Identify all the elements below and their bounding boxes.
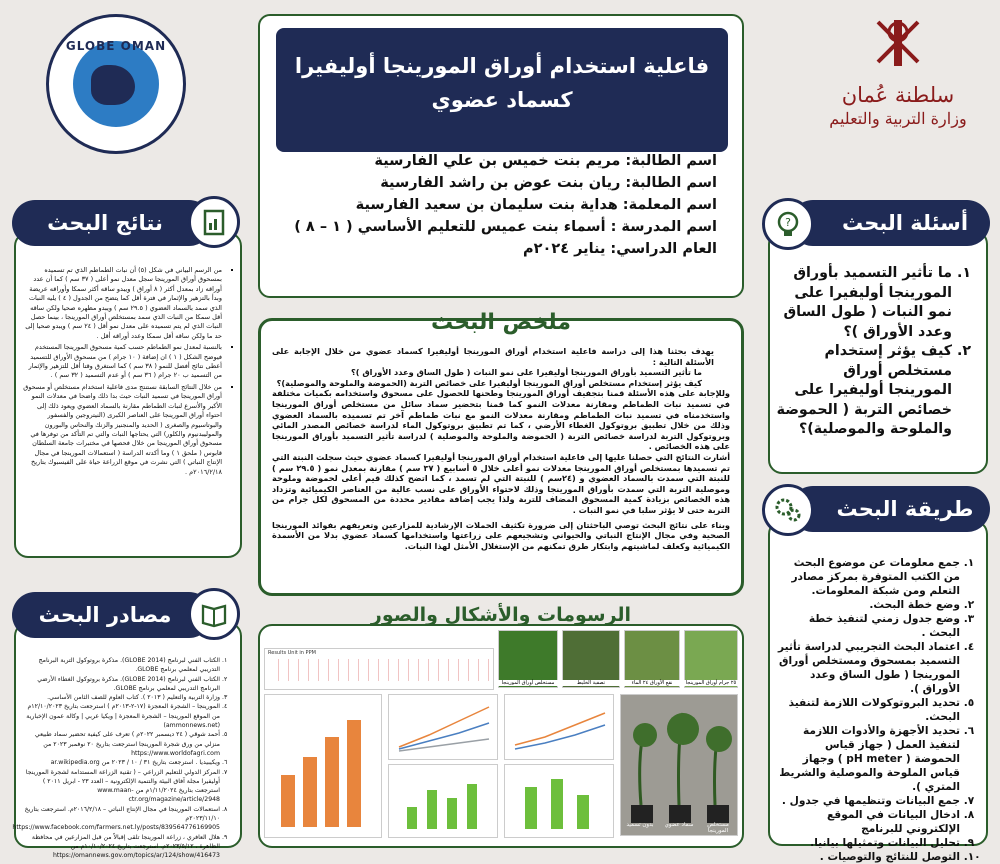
emblem-icon	[868, 12, 928, 74]
teacher-name: اسم المعلمة: هداية بنت سليمان بن سعيد الفارسية	[355, 197, 717, 213]
bulb-question-icon	[773, 209, 803, 239]
ministry-logo	[808, 8, 988, 158]
source-item: 8. استعمالات المورينجا في مجال الإنتاج النباتي – ٢٠١٦/٢/١٨م. استرجعت بتاريخ ٢٠٢٣/١١/١٠م https://www.facebook.com/farmers.net.ly/posts/839564776169905	[20, 805, 220, 833]
ministry-line-2: وزارة التربية والتعليم	[829, 109, 967, 128]
result-item: ▪ من خلال النتائج السابقة نستنتج مدى فاعلية استخدام مستخلص أو مسحوق أوراق المورينجا في تسميد النبات حيث بدا ذلك واضحا في معدلات النمو الأكبر والأسرع لنبات الطماطم مقارنة بالسماد العضوي ويعود ذلك إلى احتواء أوراق المورينجا على العناصر الكبرى (النيتروجين والفسفور والبوتاسيوم والصغرى ( الحديد والمنجنيز والزنك والنحاس والبورون والموليبدنيوم والكلور) التي يحتاجها النبات والتي تم التأكد من توفرها في مسحوق أوراق المورينجا من خلال فحصها في مختبرات جامعة السلطان قابوس ( ملحق ١ ) وما أكدته الدراسة ( استعمالات المورينجا في مجال الإنتاج النباتي ) التي نشرت في موقع الزراعة حياة على الفيسبوك بتاريخ ٢٠١٦/٢/١٨م .	[20, 383, 222, 477]
method-step: 4. اعتماد البحث التجريبي لدراسة تأثير التسميد بمسحوق ومستخلص أوراق المورينجا ( طول الساق وعدد الأوراق ).	[776, 640, 960, 696]
method-list	[776, 556, 982, 864]
book-icon	[199, 599, 229, 629]
globe-continent	[91, 65, 135, 105]
method-icon	[762, 484, 814, 536]
abstract-body	[272, 346, 730, 551]
growth-bar	[281, 775, 295, 827]
source-item: 3. وزارة التربية والتعليم ( ٢٠١٣ ). كتاب العلوم للصف الثامن الأساسي.	[20, 693, 220, 702]
method-step: 1. جمع معلومات عن موضوع البحث من الكتب المتوفرة بمركز مصادر التعلم ومن شبكة المعلومات.	[776, 556, 960, 598]
method-step: 7. جمع البيانات وتنظيمها في جدول .	[776, 794, 960, 808]
photo-label-extract: مستخلص أوراق المورينجا	[498, 680, 558, 686]
bar-chart-2-bar	[525, 787, 537, 829]
student-name-1: اسم الطالبة: مريم بنت خميس بن علي الفارسية	[374, 153, 717, 169]
method-step: 3. وضع جدول زمني لتنفيذ خطة البحث .	[776, 612, 960, 640]
abstract-paragraph-1: وللإجابة على هذه الأسئلة قمنا بتجفيف أوراق المورينجا وطحنها للحصول على مسحوق واستخدامه بكميات مختلفة في تسميد نبات الطماطم ومقارنة معدلات النمو كما قمنا بتحضير سماد سائل من مستخلص أوراق المورينجا واستخدمناه في تسميد نبات الطماطم ومقارنة معدلات النمو مع نبات طماطم آخر تم تسميده بالسماد العضوي وذلك من خلال تطبيق بروتوكول الغطاء الأرضي ، كما تم تطبيق بروتوكول الماء لدراسة خصائص المصدر المائي وبروتوكول التربة لدراسة خصائص التربة ( الحموضة والملوحة والموصلية ) لدراسة تأثير التسميد بأوراق المورينجا على هذه الخصائص .	[272, 388, 730, 452]
source-item: 2. الكتاب الفني لبرنامج (GLOBE 2014). مذكرة بروتوكول الغطاء الأرضي البرنامج التدريبي لمعلمي برنامج GLOBE.	[20, 675, 220, 694]
abstract-intro: يهدف بحثنا هذا إلى دراسة فاعلية استخدام أوراق المورينجا أوليفيرا كسماد عضوي من خلال الإجابة على الأسئلة التالية :	[272, 346, 714, 367]
questions-header	[790, 200, 990, 246]
questions-icon	[762, 198, 814, 250]
bar-chart-1-bar	[447, 798, 457, 829]
photo-label-soaking: نقع الأوراق ٢٤ الماء	[624, 680, 680, 686]
plant-label-none: بدون تسميد	[626, 822, 654, 828]
svg-text:?: ?	[785, 216, 791, 229]
bar-chart-1-bar	[427, 790, 437, 829]
abstract-question-2: كيف يؤثر إستخدام مستخلص أوراق المورينجا أوليفيرا على خصائص التربة (الحموضة والملوحة والموصلية)؟	[276, 377, 702, 388]
bar-chart-2	[504, 764, 614, 838]
method-step: 9. تحليل البيانات وتمثيلها بيانيا.	[776, 836, 960, 850]
result-item: ▪ بالنسبة لمعدل نمو الطماطم حسب كمية مسحوق المورينجا المستخدم فيوضح الشكل ( ١ ) ان إضافة ( ١٠ جرام ) من مسحوق الأوراق للتسميد أعطى نتائج أفضل للنمو ( ٣٨ سم ) كما استغرق وقتا أقل للتزهير والإثمار من التسميد ب ٢٠ جرام ( ٣٦ سم ) أو عدم التسميد ( ٣٢ سم ) .	[20, 343, 222, 381]
line-chart-1-lines	[389, 695, 497, 759]
plants-illustration	[621, 695, 737, 835]
source-item: 9. هلال العافري ، زراعة المورينجا تلقى إقبالاً من قبل المزارعين في محافظة الظاهرة ، ٢٠٢٣/٥/١٢م. استرجعت بتاريخ ١٠/١٠/٢٠٢٤م من https://omannews.gov.om/topics/ar/124/show/416473	[20, 833, 220, 861]
source-item: 4. المورينجا – الشجرة المعجزة (١٧-٢-٢٠١٣م ) استرجعت بتاريخ ١٢/١٠/٢٠٢٣م من الموقع المورينجا – الشجرة المعجزة | ويكيا عربي | وكالة عمون الإخبارية (ammonnews.net)	[20, 702, 220, 730]
bar-chart-2-bar	[577, 795, 589, 829]
bar-chart-1-bar	[407, 807, 417, 829]
method-header	[790, 486, 990, 532]
photo-label-leaves: ٢٥ جرام أوراق المورينجا	[685, 680, 737, 686]
line-chart-2-lines	[505, 695, 613, 759]
title-line-1: فاعلية استخدام أوراق المورينجا أوليفيرا	[294, 54, 710, 78]
abstract-question-1: ما تأثير التسميد بأوراق المورينجا أوليفيرا على نمو النبات ( طول الساق وعدد الأوراق )؟	[351, 367, 702, 378]
source-item: 1. الكتاب الفني لبرنامج (GLOBE 2014). مذكرة بروتوكول التربة البرنامج التدريبي لمعلمي برنامج GLOBE.	[20, 656, 220, 675]
method-step: 5. تحديد البروتوكولات اللازمة لتنفيذ البحث.	[776, 696, 960, 724]
abstract-title: ملخص البحث	[430, 310, 572, 335]
ministry-line-1: سلطنة عُمان	[841, 83, 955, 107]
results-title: نتائج البحث	[47, 211, 163, 235]
line-chart-2	[504, 694, 614, 760]
method-step: 10. التوصل للنتائج والتوصيات .	[776, 850, 960, 864]
result-item: ▪ من الرسم البياني في شكل (٥) أن نبات الطماطم الذي تم تسميده بمسحوق أوراق المورينجا سجل معدل نمو أعلى ( ٣٧ سم ) كما أن عدد أوراقه زاد بمعدل أكثر ( ٨ أوراق ) ويبدو ساقه أكثر سمكا وأوراقه عريضة وبدأ بالتزهير والإثمار في فترة أقل كما يتضح من الجدول ( ٤ ) يليه النبات الذي سمد بالسماد العضوي ( ٢٩.٥ سم ) ويبدو مظهره صحيا ولكن ساقه أقل سمكا من النبات الذي سمد بمستخلص أوراق المورينجا ، بينما حصل النبات الذي لم يتم تسميده على معدل نمو أقل ( ٢٤ سم ) ويبدو صحيا إلى حد ما ولكن ساقه أقل سمكا وعدد أوراقه أقل .	[20, 266, 222, 341]
sources-icon	[188, 588, 240, 640]
growth-bar	[347, 720, 361, 827]
table-grid	[269, 659, 489, 681]
growth-bar	[303, 757, 317, 827]
growth-bar-chart	[264, 694, 382, 838]
growth-bar	[325, 737, 339, 827]
photo-label-filtering: تصفية الخليط	[562, 680, 620, 686]
sources-list	[12, 656, 234, 861]
clipboard-chart-icon	[199, 207, 229, 237]
bar-chart-1-bar	[467, 784, 477, 829]
bar-chart-1	[388, 764, 498, 838]
figures-title: الرسومات والأشكال والصور	[370, 604, 632, 626]
results-list	[20, 266, 234, 477]
sources-title: مصادر البحث	[38, 603, 172, 627]
info-block	[285, 150, 725, 270]
source-item: 6. ويكيبيديا . استرجعت بتاريخ ٣١ / ١٠ / ٢٠٢٣ من ar.wikipedia.org	[20, 758, 220, 767]
abstract-paragraph-3: وبناء على نتائج البحث توصي الباحثتان إلى ضرورة تكثيف الحملات الإرشادية للمزارعين وتعريفهم بفوائد المورينجا الصحية وفي مجال الإنتاج النباتي والحيواني وتشجيعهم على زراعتها واستخدامها كسماد عضوي بدلا من الأسمدة الكيميائية وكعلف لماشيتهم وابتكار طرق تمكنهم من الإستغلال الأمثل لهذا النبات.	[272, 519, 730, 551]
questions-title: أسئلة البحث	[841, 211, 969, 235]
question-item: 1. ما تأثير التسميد بأوراق المورينجا أوليفيرا على نمو النبات ( طول الساق وعدد الأوراق )؟	[776, 264, 952, 342]
source-item: 7. المركز الدولي للتعليم الزراعي – ( تقنية الزراعة المستدامة لشجرة المورينجا أوليفيرا مجلة آفاق البيئة والتنمية الإلكترونية – العدد ٢٣ - ابريل ٢٠١١ ) استرجعت بتاريخ ١/١١/٢٠٢٤م من www.maan-ctr.org/magazine/article/2948	[20, 768, 220, 805]
globe-text: GLOBE OMAN	[65, 39, 167, 53]
bar-chart-2-bar	[551, 779, 563, 829]
student-name-2: اسم الطالبة: ريان بنت عوض بن راشد الفارسية	[380, 175, 717, 191]
plant-label-organic: سماد عضوي	[664, 822, 694, 828]
method-step: 6. تحديد الأجهزة والأدوات اللازمة لتنفيذ العمل ( جهاز قياس الحموضة ( pH meter ) وجهاز قياس الملوحة والموصلية والشريط المتري ).	[776, 724, 960, 794]
results-icon	[188, 196, 240, 248]
plants-photo	[620, 694, 738, 836]
school-name: اسم المدرسة : أسماء بنت عميس للتعليم الأساسي ( ١ – ٨ )	[294, 219, 717, 235]
method-title: طريقة البحث	[836, 497, 974, 521]
method-step: 2. وضع خطة البحث.	[776, 598, 960, 612]
line-chart-1	[388, 694, 498, 760]
plant-label-extract: مستخلص المورينجا	[707, 822, 729, 834]
questions-list	[776, 264, 982, 440]
results-table-figure	[264, 648, 494, 690]
source-item: 5. أحمد شوقي ( ٢٤ ديسمبر ٢٠٢٢م ) تعرف على كيفية تحضير سماد طبيعي منزلي من ورق شجرة المورينجا استرجعت بتاريخ ٢٠ نوفمبر ٢٠٢٣ من https://www.worldofagri.com	[20, 730, 220, 758]
table-title: Results Unit in PPM	[268, 650, 316, 656]
gears-icon	[773, 495, 803, 525]
academic-year: العام الدراسي: يناير ٢٠٢٤م	[523, 241, 717, 257]
sources-header	[12, 592, 212, 638]
method-step: 8. ادخال البيانات في الموقع الإلكتروني للبرنامج	[776, 808, 960, 836]
title-line-2: كسماد عضوي	[431, 88, 573, 112]
globe-logo	[46, 14, 186, 154]
abstract-paragraph-2: أشارت النتائج التي حصلنا عليها إلى فاعلية استخدام أوراق المورينجا أوليفيرا كسماد عضوي حيث سجلت النبتة التي تم تسميدها بمستخلص أوراق المورينجا معدلات نمو أعلى خلال ٥ أسابيع ( ٣٧ سم ) مقارنة بمعدل نمو ( ٢٩.٥ سم ) للنبتة التي سمدت بالسماد العضوي و (٢٤سم ) للنبتة التي لم تسمد ، كما اتضح كذلك قيم أعلى لحموضة وملوحة وموصلية التربة التي سمدت بأوراق المورينجا وذلك لاحتواء الأوراق على نسب عالية من العناصر الكيميائية وتزداد هذه الخصائص بزيادة كمية المسحوق المضاف للتربة ولذا يجب إضافة مقادير محددة من المسحوق لكل جرام من التربة حتى لا يؤثر سلبا في نمو النبات .	[272, 451, 730, 515]
question-item: 2. كيف يؤثر إستخدام مستخلص أوراق المورينجا أوليفيرا على خصائص التربة ( الحموضة والملوحة والموصلية)؟	[776, 342, 952, 440]
results-header	[12, 200, 212, 246]
